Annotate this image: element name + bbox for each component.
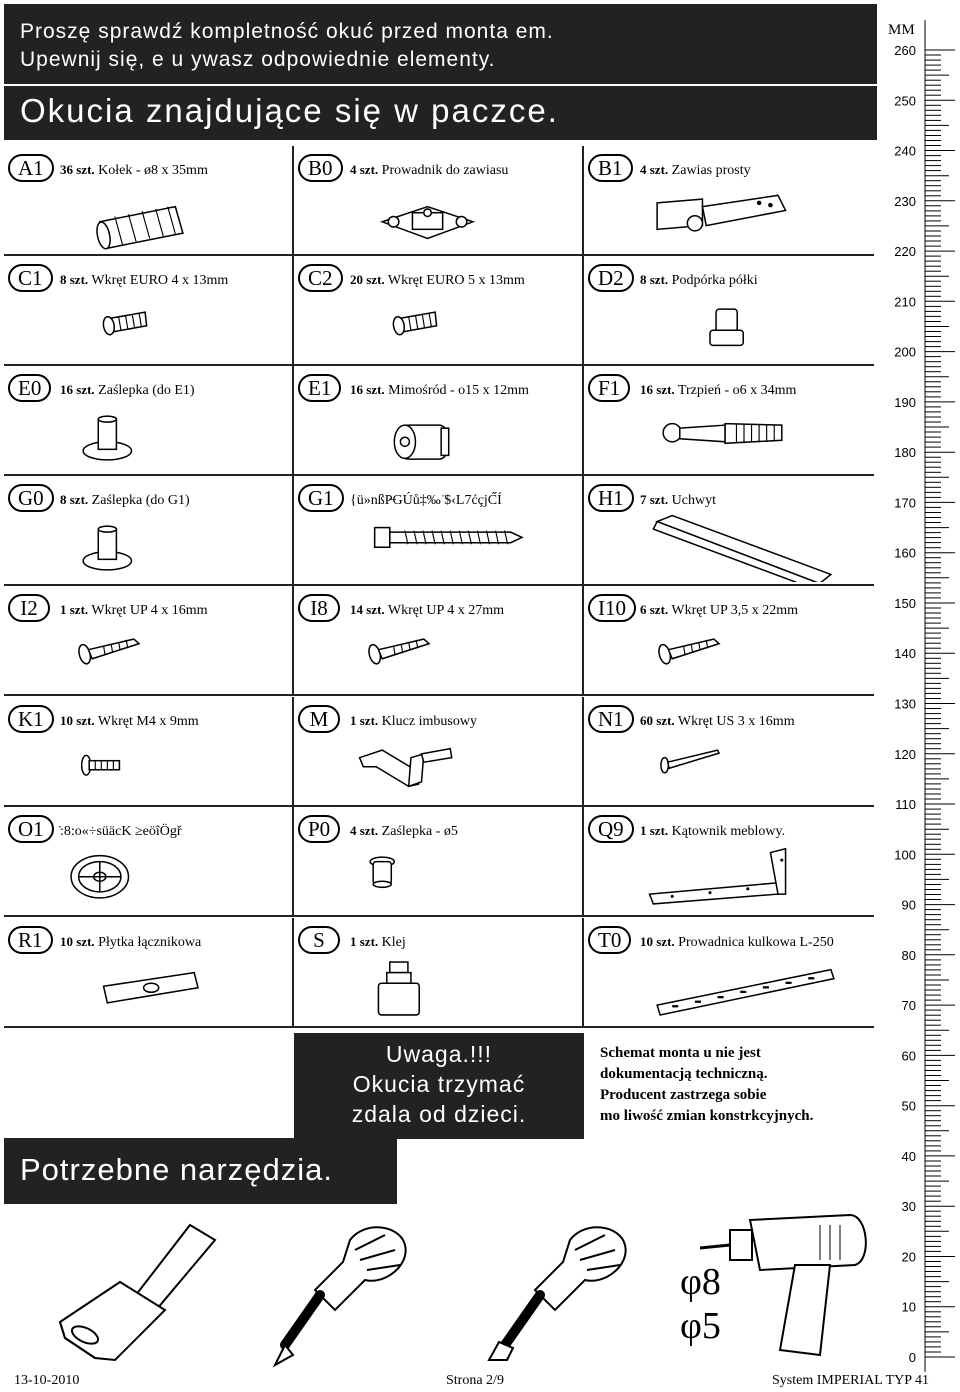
- ruler-label: 210: [894, 294, 916, 310]
- part-code: T0: [588, 926, 631, 954]
- millimeter-ruler: [880, 0, 960, 1392]
- part-description: [60, 492, 190, 509]
- ruler-label: 30: [901, 1199, 916, 1215]
- drill-size-8: φ8: [680, 1261, 721, 1303]
- part-quantity: 16 szt.: [60, 382, 95, 397]
- part-name: Kołek - ø8 x 35mm: [98, 163, 208, 178]
- part-quantity: 4 szt.: [640, 162, 669, 177]
- cam-bolt-icon: [644, 404, 844, 472]
- part-name: Kątownik meblowy.: [671, 824, 786, 839]
- ruler-label: 60: [901, 1048, 916, 1064]
- part-cell-e0: [4, 366, 294, 476]
- part-quantity: 14 szt.: [350, 602, 385, 617]
- ruler-label: 110: [895, 797, 916, 812]
- part-quantity: 10 szt.: [640, 934, 675, 949]
- part-quantity: 1 szt.: [350, 934, 379, 949]
- footer-system: System IMPERIAL TYP 41: [772, 1373, 929, 1388]
- part-name: Zaślepka (do G1): [91, 493, 190, 508]
- drill-bit-sizes: [680, 1260, 721, 1348]
- hinge-icon: [644, 184, 844, 252]
- part-code: Q9: [588, 815, 634, 843]
- part-description: [60, 823, 182, 840]
- part-code: I8: [298, 594, 340, 622]
- header-instructions: [4, 4, 877, 84]
- shelf-support-icon: [644, 294, 844, 362]
- angle-bracket-icon: [644, 845, 844, 913]
- part-code: R1: [8, 926, 53, 954]
- part-code: A1: [8, 154, 54, 182]
- ruler-label: 150: [894, 596, 916, 611]
- part-name: {ü»nßP̶GÚů‡‰ ̈$‹L7ćçjĆ́Í: [350, 493, 502, 508]
- wood-screw-icon: [644, 624, 844, 692]
- part-name: Mimośród - ο15 x 12mm: [388, 383, 529, 398]
- part-quantity: 1 szt.: [350, 713, 379, 728]
- part-name: Wkręt M4 x 9mm: [97, 714, 199, 729]
- ruler-label: 0: [908, 1350, 916, 1365]
- ruler-label: 130: [894, 696, 916, 712]
- part-code: M: [298, 705, 340, 733]
- part-name: Wkręt UP 4 x 27mm: [387, 603, 505, 618]
- part-cell-c1: [4, 256, 294, 366]
- part-quantity: 8 szt.: [60, 492, 89, 507]
- part-cell-i8: [294, 586, 584, 696]
- ruler-label: 260: [894, 43, 916, 58]
- part-code: N1: [588, 705, 634, 733]
- part-description: [640, 162, 751, 179]
- warning-line-2: Okucia trzymać: [352, 1071, 526, 1097]
- part-code: G1: [298, 484, 344, 512]
- part-cell-c2: [294, 256, 584, 366]
- part-code: B1: [588, 154, 633, 182]
- wood-screw-icon: [354, 624, 554, 692]
- part-description: [640, 382, 796, 399]
- part-cell-h1: [584, 476, 874, 586]
- part-description: [640, 492, 716, 509]
- part-quantity: 8 szt.: [640, 272, 669, 287]
- confirmat-screw-icon: [354, 514, 554, 582]
- part-cell-k1: [4, 697, 294, 807]
- part-description: [350, 602, 504, 619]
- part-code: I2: [8, 594, 50, 622]
- part-name: Uchwyt: [671, 493, 716, 508]
- part-description: [640, 934, 834, 951]
- part-name: Klej: [381, 935, 406, 950]
- part-quantity: 1 szt.: [640, 823, 669, 838]
- part-quantity: 36 szt.: [60, 162, 95, 177]
- documentation-note: [600, 1043, 880, 1127]
- warning-line-3: zdala od dzieci.: [351, 1101, 527, 1127]
- ruler-label: 80: [901, 947, 916, 963]
- screwdriver-flat-icon: [475, 1210, 635, 1375]
- drill-size-5: φ5: [680, 1305, 721, 1347]
- allen-key-icon: [354, 735, 554, 803]
- part-quantity: 6 szt.: [640, 602, 669, 617]
- part-quantity: 60 szt.: [640, 713, 675, 728]
- part-name: Zaślepka (do E1): [98, 383, 195, 398]
- part-name: Wkręt EURO 4 x 13mm: [91, 273, 229, 288]
- part-description: [350, 934, 406, 951]
- header-line-2: Upewnij się, e u ywasz odpowiednie elementy.: [20, 48, 496, 71]
- part-quantity: 20 szt.: [350, 272, 385, 287]
- part-cell-r1: [4, 918, 294, 1028]
- ruler-label: 120: [894, 746, 916, 762]
- part-quantity: 16 szt.: [640, 382, 675, 397]
- part-cell-q9: [584, 807, 874, 917]
- part-name: Wkręt US 3 x 16mm: [677, 714, 795, 729]
- part-code: B0: [298, 154, 343, 182]
- part-cell-d2: [584, 256, 874, 366]
- wood-screw-icon: [64, 624, 264, 692]
- part-name: Wkręt EURO 5 x 13mm: [387, 273, 525, 288]
- part-code: C2: [298, 264, 343, 292]
- part-code: O1: [8, 815, 54, 843]
- part-name: Wkręt UP 3,5 x 22mm: [671, 603, 799, 618]
- part-name: Wkręt UP 4 x 16mm: [91, 603, 208, 618]
- part-description: [640, 713, 795, 730]
- footer-date: 13-10-2010: [14, 1373, 80, 1388]
- connector-plate-icon: [64, 956, 264, 1024]
- part-description: [350, 162, 508, 179]
- part-cell-o1: [4, 807, 294, 917]
- part-name: Zaślepka - ø5: [381, 824, 458, 839]
- ruler-label: 10: [901, 1299, 916, 1315]
- ruler-label: 240: [894, 143, 916, 159]
- part-code: C1: [8, 264, 53, 292]
- part-description: [640, 823, 785, 840]
- ruler-label: 100: [894, 847, 916, 863]
- part-quantity: 1 szt.: [60, 602, 89, 617]
- part-description: [60, 602, 208, 619]
- ruler-label: 250: [894, 93, 916, 109]
- part-quantity: 10 szt.: [60, 713, 95, 728]
- ruler-label: 90: [901, 897, 916, 913]
- ruler-label: 230: [894, 193, 916, 209]
- part-cell-p0: [294, 807, 584, 917]
- part-description: [640, 272, 758, 289]
- drill-icon: [700, 1200, 880, 1370]
- part-cell-a1: [4, 146, 294, 256]
- part-cell-t0: [584, 918, 874, 1028]
- part-name: Klucz imbusowy: [381, 714, 477, 729]
- part-quantity: 16 szt.: [350, 382, 385, 397]
- part-cell-i2: [4, 586, 294, 696]
- part-cell-s: [294, 918, 584, 1028]
- part-code: H1: [588, 484, 634, 512]
- ruler-unit: MM: [888, 22, 915, 38]
- part-cell-g1: [294, 476, 584, 586]
- part-description: [350, 382, 529, 399]
- ruler-label: 160: [894, 545, 916, 561]
- part-cell-f1: [584, 366, 874, 476]
- part-cell-n1: [584, 697, 874, 807]
- ruler-label: 200: [894, 344, 916, 360]
- part-name: ̇:8:o«÷süäcK ≥eöîÖgř: [60, 824, 182, 839]
- part-name: Prowadnik do zawiasu: [381, 163, 509, 178]
- part-code: K1: [8, 705, 54, 733]
- part-cell-g0: [4, 476, 294, 586]
- ruler-label: 20: [901, 1249, 916, 1265]
- part-description: [60, 382, 195, 399]
- machine-screw-icon: [64, 735, 264, 803]
- part-code: E0: [8, 374, 51, 402]
- part-name: Zawias prosty: [671, 163, 751, 178]
- euro-screw-icon: [354, 294, 554, 362]
- part-name: Podpórka półki: [671, 273, 758, 288]
- part-description: [350, 823, 458, 840]
- part-quantity: 7 szt.: [640, 492, 669, 507]
- ruler-label: 180: [894, 445, 916, 461]
- euro-screw-icon: [64, 294, 264, 362]
- part-quantity: 4 szt.: [350, 162, 379, 177]
- header-line-1: Proszę sprawdź kompletność okuć przed monta em.: [20, 20, 554, 43]
- note-line-3: Producent zastrzega sobie: [600, 1087, 767, 1103]
- part-code: D2: [588, 264, 634, 292]
- part-code: F1: [588, 374, 630, 402]
- part-code: S: [298, 926, 340, 954]
- ruler-label: 170: [894, 495, 916, 511]
- part-name: Prowadnica kulkowa L-250: [678, 935, 834, 950]
- ruler-label: 70: [901, 998, 916, 1014]
- part-code: E1: [298, 374, 341, 402]
- ruler-label: 50: [901, 1098, 916, 1114]
- note-line-1: Schemat monta u nie jest: [600, 1045, 761, 1061]
- handle-icon: [644, 514, 844, 582]
- hinge-plate-icon: [354, 184, 554, 252]
- hammer-icon: [40, 1210, 240, 1370]
- wheel-icon: [64, 845, 264, 913]
- part-description: [350, 272, 525, 289]
- part-quantity: 4 szt.: [350, 823, 379, 838]
- cap-icon: [64, 514, 264, 582]
- part-quantity: 8 szt.: [60, 272, 89, 287]
- part-quantity: 10 szt.: [60, 934, 95, 949]
- part-description: [350, 713, 477, 730]
- part-description: [60, 713, 199, 730]
- ruler-label: 190: [894, 394, 916, 410]
- part-cell-e1: [294, 366, 584, 476]
- part-description: [640, 602, 798, 619]
- part-description: [60, 272, 228, 289]
- small-screw-icon: [644, 735, 844, 803]
- note-line-2: dokumentacją techniczną.: [600, 1066, 768, 1082]
- part-name: Płytka łącznikowa: [98, 935, 202, 950]
- part-code: G0: [8, 484, 54, 512]
- dowel-icon: [64, 184, 264, 252]
- part-description: [350, 492, 502, 509]
- part-cell-b1: [584, 146, 874, 256]
- part-cell-i10: [584, 586, 874, 696]
- part-code: I10: [588, 594, 636, 622]
- glue-icon: [354, 956, 554, 1024]
- screwdriver-phillips-icon: [255, 1210, 415, 1375]
- plug-icon: [354, 845, 554, 913]
- note-line-4: mo liwość zmian konstrkcyjnych.: [600, 1108, 814, 1124]
- part-description: [60, 934, 201, 951]
- cam-lock-icon: [354, 404, 554, 472]
- part-cell-m: [294, 697, 584, 807]
- ruler-label: 140: [894, 646, 916, 662]
- warning-box: [294, 1033, 584, 1139]
- part-cell-b0: [294, 146, 584, 256]
- part-name: Trzpień - ο6 x 34mm: [677, 383, 797, 398]
- drawer-slide-icon: [644, 956, 844, 1024]
- cap-icon: [64, 404, 264, 472]
- part-code: P0: [298, 815, 340, 843]
- ruler-label: 220: [894, 244, 916, 260]
- ruler-label: 40: [901, 1148, 916, 1164]
- section-title: Okucia znajdujące się w paczce.: [4, 86, 877, 140]
- warning-line-1: Uwaga.!!!: [385, 1041, 493, 1067]
- footer-page: Strona 2/9: [446, 1373, 504, 1388]
- part-description: [60, 162, 208, 179]
- tools-title: Potrzebne narzędzia.: [4, 1138, 397, 1204]
